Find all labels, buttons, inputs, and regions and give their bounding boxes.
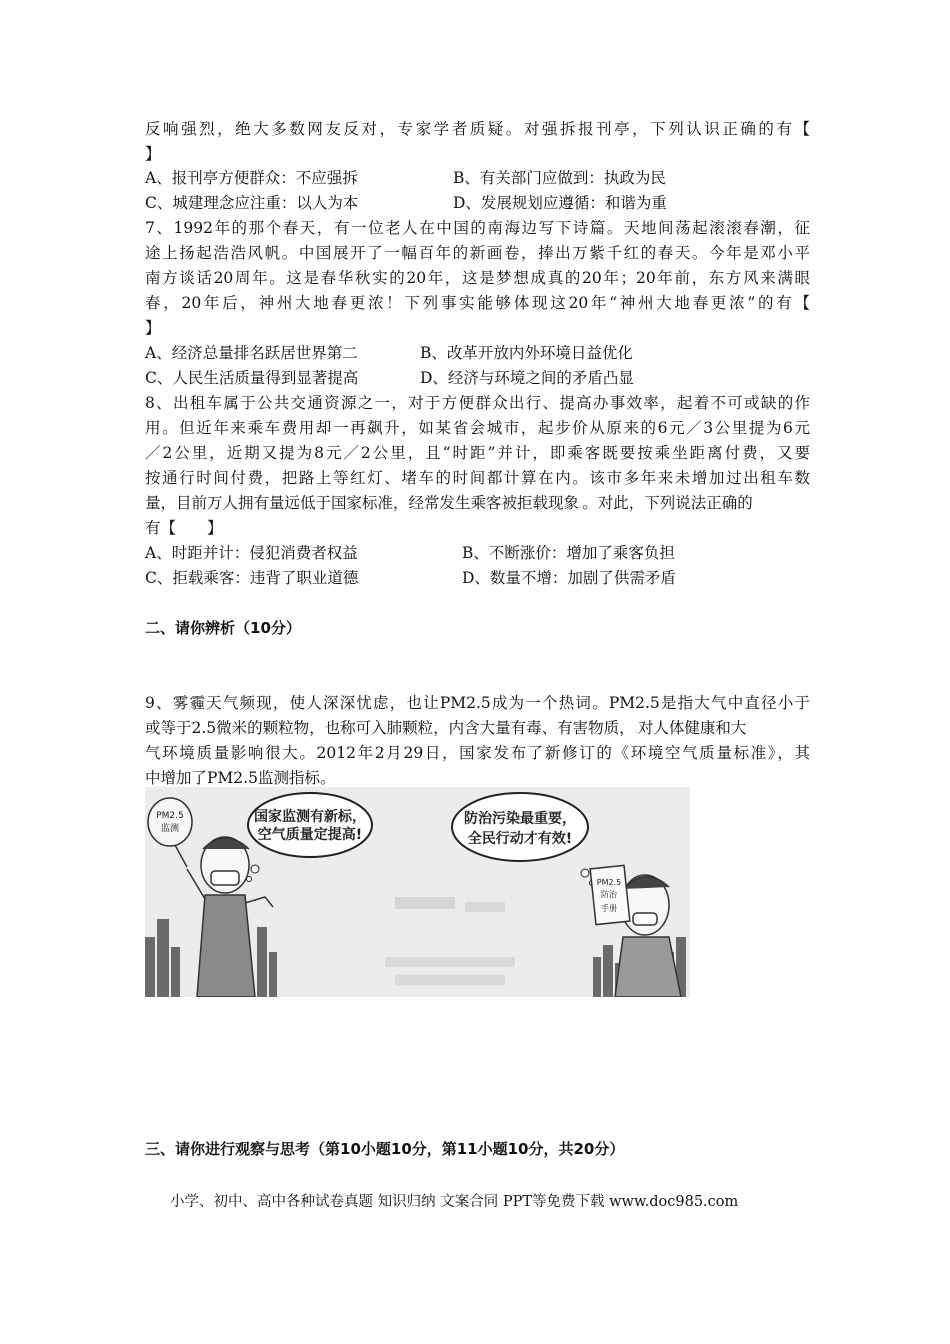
left-balloon-line-1: 国家监测有新标， [254,809,366,825]
right-balloon-line-1: 防治污染最重要， [464,811,576,827]
q7-option-d: D、经济与环境之间的矛盾凸显 [420,369,634,387]
q8-line-5-part-2: 。对此，下列说法正确的 [582,494,753,512]
q7-line-3: 南方谈话20周年。这是春华秋实的20年，这是梦想成真的20年；20年前，东方风来满眼 [145,269,810,287]
q6-option-c: C、城建理念应注重：以人为本 [145,194,359,212]
q7-line-5: 】 [145,319,161,337]
q9-line-2-part-2: 对人体健康和大 [637,719,747,737]
q9-line-3: 气环境质量影响很大。2012年2月29日，国家发布了新修订的《环境空气质量标准》，其 [145,744,810,762]
q8-option-c: C、拒载乘客：违背了职业道德 [145,569,359,587]
q6-line-2: 】 [145,145,161,163]
left-sign-text-2: 监测 [160,824,180,834]
footer-text: 小学、初中、高中各种试卷真题 知识归纳 文案合同 PPT等免费下载 www.doc985.com [170,1194,739,1210]
q8-line-2: 用。但近年来乘车费用却一再飙升，如某省会城市，起步价从原来的6元／3公里提为6元 [145,419,810,437]
q8-line-4: 按通行时间付费，把路上等红灯、堵车的时间都计算在内。该市多年来未增加过出租车数 [145,469,810,487]
section-2-heading: 二、请你辨析（10分） [145,619,301,637]
q8-line-6: 有【 】 [145,519,223,537]
q7-option-c: C、人民生活质量得到显著提高 [145,369,359,387]
q8-option-b: B、不断涨价：增加了乘客负担 [462,544,675,562]
left-balloon-line-2: 空气质量定提高! [257,827,363,843]
q8-option-d: D、数量不增：加剧了供需矛盾 [462,569,676,587]
section-3-heading: 三、请你进行观察与思考（第10小题10分，第11小题10分，共20分） [145,1140,625,1158]
q8-line-3: ／2公里，近期又提为8元／2公里，且“时距”并计，即乘客既要按乘坐距离付费，又要 [145,444,810,462]
q7-line-2: 途上扬起浩浩风帆。中国展开了一幅百年的新画卷，捧出万紫千红的春天。今年是邓小平 [145,244,810,262]
cartoon-drawing [145,787,690,997]
q7-option-a: A、经济总量排名跃居世界第二 [145,344,358,362]
right-balloon-line-2: 全民行动才有效! [467,831,573,847]
stray-mark: . [634,725,638,736]
q8-line-1: 8、出租车属于公共交通资源之一，对于方便群众出行、提高办事效率，起着不可或缺的作 [145,394,810,412]
q9-line-2-part-1: 或等于2.5微米的颗粒物，也称可入肺颗粒，内含大量有毒、有害物质， [145,719,635,737]
q7-line-4: 春，20年后，神州大地春更浓！下列事实能够体现这20年“神州大地春更浓”的有【 [145,294,810,312]
q6-line-1: 反响强烈，绝大多数网友反对，专家学者质疑。对强拆报刊亭，下列认识正确的有【 [145,120,810,138]
q6-option-d: D、发展规划应遵循：和谐为重 [453,194,667,212]
q9-line-1: 9、雾霾天气频现，使人深深忧虑，也让PM2.5成为一个热词。PM2.5是指大气中直径小于 [145,694,810,712]
q8-option-a: A、时距并计：侵犯消费者权益 [145,544,358,562]
q9-line-2 [145,717,810,742]
q7-option-b: B、改革开放内外环境日益优化 [420,344,633,362]
stray-mark: . [579,500,583,511]
q6-option-b: B、有关部门应做到：执政为民 [453,169,666,187]
pm25-cartoon [145,787,690,997]
q7-line-1: 7、1992年的那个春天，有一位老人在中国的南海边写下诗篇。天地间荡起滚滚春潮，征 [145,219,810,237]
q9-line-4: 中增加了PM2.5监测指标。 [145,769,336,787]
q6-option-a: A、报刊亭方便群众：不应强拆 [145,169,358,187]
booklet-text-2: 防治 [601,890,617,899]
q8-line-5-part-1: 量，目前万人拥有量远低于国家标准，经常发生乘客被拒载现象 [145,494,580,512]
booklet-text-3: 手册 [601,904,617,913]
left-sign-text: PM2.5 [156,811,184,821]
booklet-text-1: PM2.5 [596,878,622,887]
q8-line-5 [145,492,810,517]
